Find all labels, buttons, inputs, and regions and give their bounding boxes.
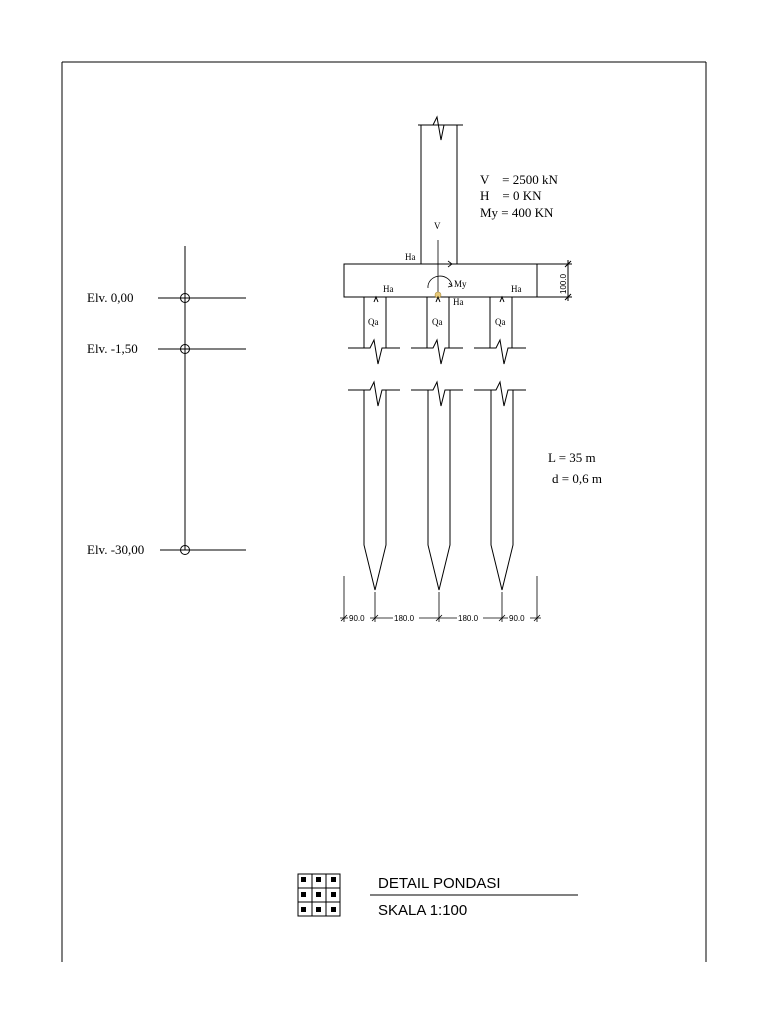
pile-center-qa-symbol: Qa [432, 317, 443, 327]
pile-length-text: L = 35 m [548, 450, 596, 465]
spacing-dimension-1: 180.0 [394, 614, 415, 623]
column-v-symbol: V [434, 221, 441, 231]
pile-center-ha-symbol: Ha [453, 297, 464, 307]
piles-upper [348, 297, 526, 364]
pile-right-qa-symbol: Qa [495, 317, 506, 327]
drawing-scale: SKALA 1:100 [378, 902, 468, 919]
pile-right-ha-symbol: Ha [511, 284, 522, 294]
pile-left-ha-symbol: Ha [383, 284, 394, 294]
spacing-dimension-2: 180.0 [458, 614, 479, 623]
piles-lower [348, 382, 526, 590]
load-my-text: My = 400 KN [480, 205, 554, 220]
sheet-border [62, 62, 706, 962]
column [418, 117, 463, 264]
spacing-dimension-3: 90.0 [509, 614, 525, 623]
elevation-label-2: Elv. -30,00 [87, 542, 145, 557]
elevation-label-1: Elv. -1,50 [87, 341, 138, 356]
elevation-label-0: Elv. 0,00 [87, 290, 134, 305]
drawing-title: DETAIL PONDASI [378, 875, 501, 892]
title-block-symbol-nodes [301, 877, 336, 912]
cap-ha-symbol: Ha [405, 252, 416, 262]
moment-my-symbol: My [454, 279, 467, 289]
load-h-text: H = 0 KN [480, 188, 542, 203]
elevation-scale [158, 246, 246, 555]
pile-diameter-text: d = 0,6 m [552, 471, 602, 486]
pile-left-qa-symbol: Qa [368, 317, 379, 327]
spacing-dimension-0: 90.0 [349, 614, 365, 623]
load-v-text: V = 2500 kN [480, 172, 558, 187]
cap-thickness-dimension: 100.0 [559, 273, 568, 294]
